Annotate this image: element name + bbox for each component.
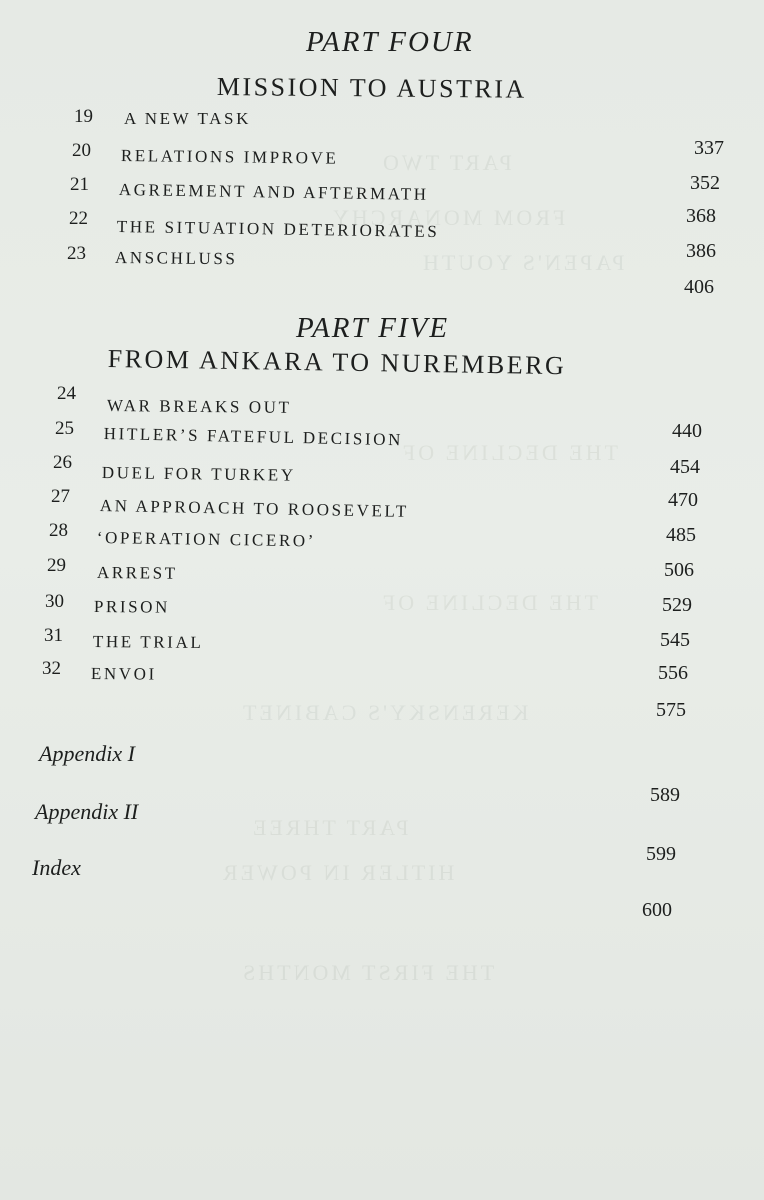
chapter-title: A NEW TASK — [124, 109, 251, 128]
page-number: 386 — [686, 240, 716, 262]
part-five-title: FROM ANKARA TO NUREMBERG — [107, 344, 567, 381]
chapter-number: 25 — [55, 418, 74, 439]
chapter-title: AN APPROACH TO ROOSEVELT — [99, 496, 410, 521]
appendix-two-label: Appendix II — [35, 799, 139, 824]
part-four-heading: PART FOUR — [306, 26, 474, 58]
page-number: 440 — [672, 420, 702, 442]
chapter-title: PRISON — [93, 597, 171, 617]
chapter-number: 28 — [49, 520, 68, 541]
page-number: 556 — [658, 662, 688, 684]
page-number: 368 — [686, 205, 716, 227]
chapter-title: THE SITUATION DETERIORATES — [116, 217, 440, 242]
page-number: 575 — [656, 699, 686, 721]
page-number: 600 — [642, 899, 672, 921]
chapter-title: WAR BREAKS OUT — [106, 396, 292, 417]
chapter-number: 19 — [74, 106, 93, 127]
chapter-number: 30 — [45, 591, 64, 612]
page-number: 506 — [664, 559, 694, 581]
chapter-number: 27 — [51, 486, 70, 507]
index-label: Index — [32, 855, 81, 880]
page-number: 337 — [694, 137, 724, 159]
chapter-title: AGREEMENT AND AFTERMATH — [118, 180, 429, 204]
chapter-title: ANSCHLUSS — [114, 248, 238, 269]
page-number: 454 — [670, 456, 700, 478]
chapter-title: ENVOI — [90, 664, 157, 684]
chapter-number: 21 — [70, 174, 89, 195]
page-number: 545 — [660, 629, 690, 651]
appendix-one-label: Appendix I — [39, 741, 135, 766]
page-number: 406 — [684, 276, 714, 298]
chapter-number: 22 — [69, 208, 88, 229]
chapter-number: 24 — [57, 383, 76, 404]
page-number: 599 — [646, 843, 676, 865]
chapter-number: 26 — [53, 452, 72, 473]
page-number: 470 — [668, 489, 698, 511]
chapter-title: HITLER’S FATEFUL DECISION — [103, 424, 404, 450]
chapter-title: ARREST — [96, 563, 178, 583]
chapter-title: THE TRIAL — [92, 632, 204, 652]
page-number: 352 — [690, 172, 720, 194]
chapter-number: 32 — [42, 658, 61, 679]
chapter-title: RELATIONS IMPROVE — [120, 146, 339, 168]
page-number: 589 — [650, 784, 680, 806]
page-number: 485 — [666, 524, 696, 546]
page-number: 529 — [662, 594, 692, 616]
chapter-number: 20 — [72, 140, 91, 161]
part-four-title: MISSION TO AUSTRIA — [216, 72, 527, 104]
reverse-page-show-through: PART TWO FROM MONARCHY PAPEN'S YOUTH THE DECLINE OF THE DECLINE OF KERENSKY'S CABINET PART THREE HITLER IN POWER THE FIRST MONTHS — [220, 150, 625, 985]
chapter-number: 31 — [44, 625, 63, 646]
chapter-number: 23 — [67, 243, 86, 264]
part-five-heading: PART FIVE — [296, 312, 450, 344]
chapter-title: ‘OPERATION CICERO’ — [96, 528, 317, 551]
chapter-title: DUEL FOR TURKEY — [101, 463, 296, 485]
chapter-number: 29 — [47, 555, 66, 576]
